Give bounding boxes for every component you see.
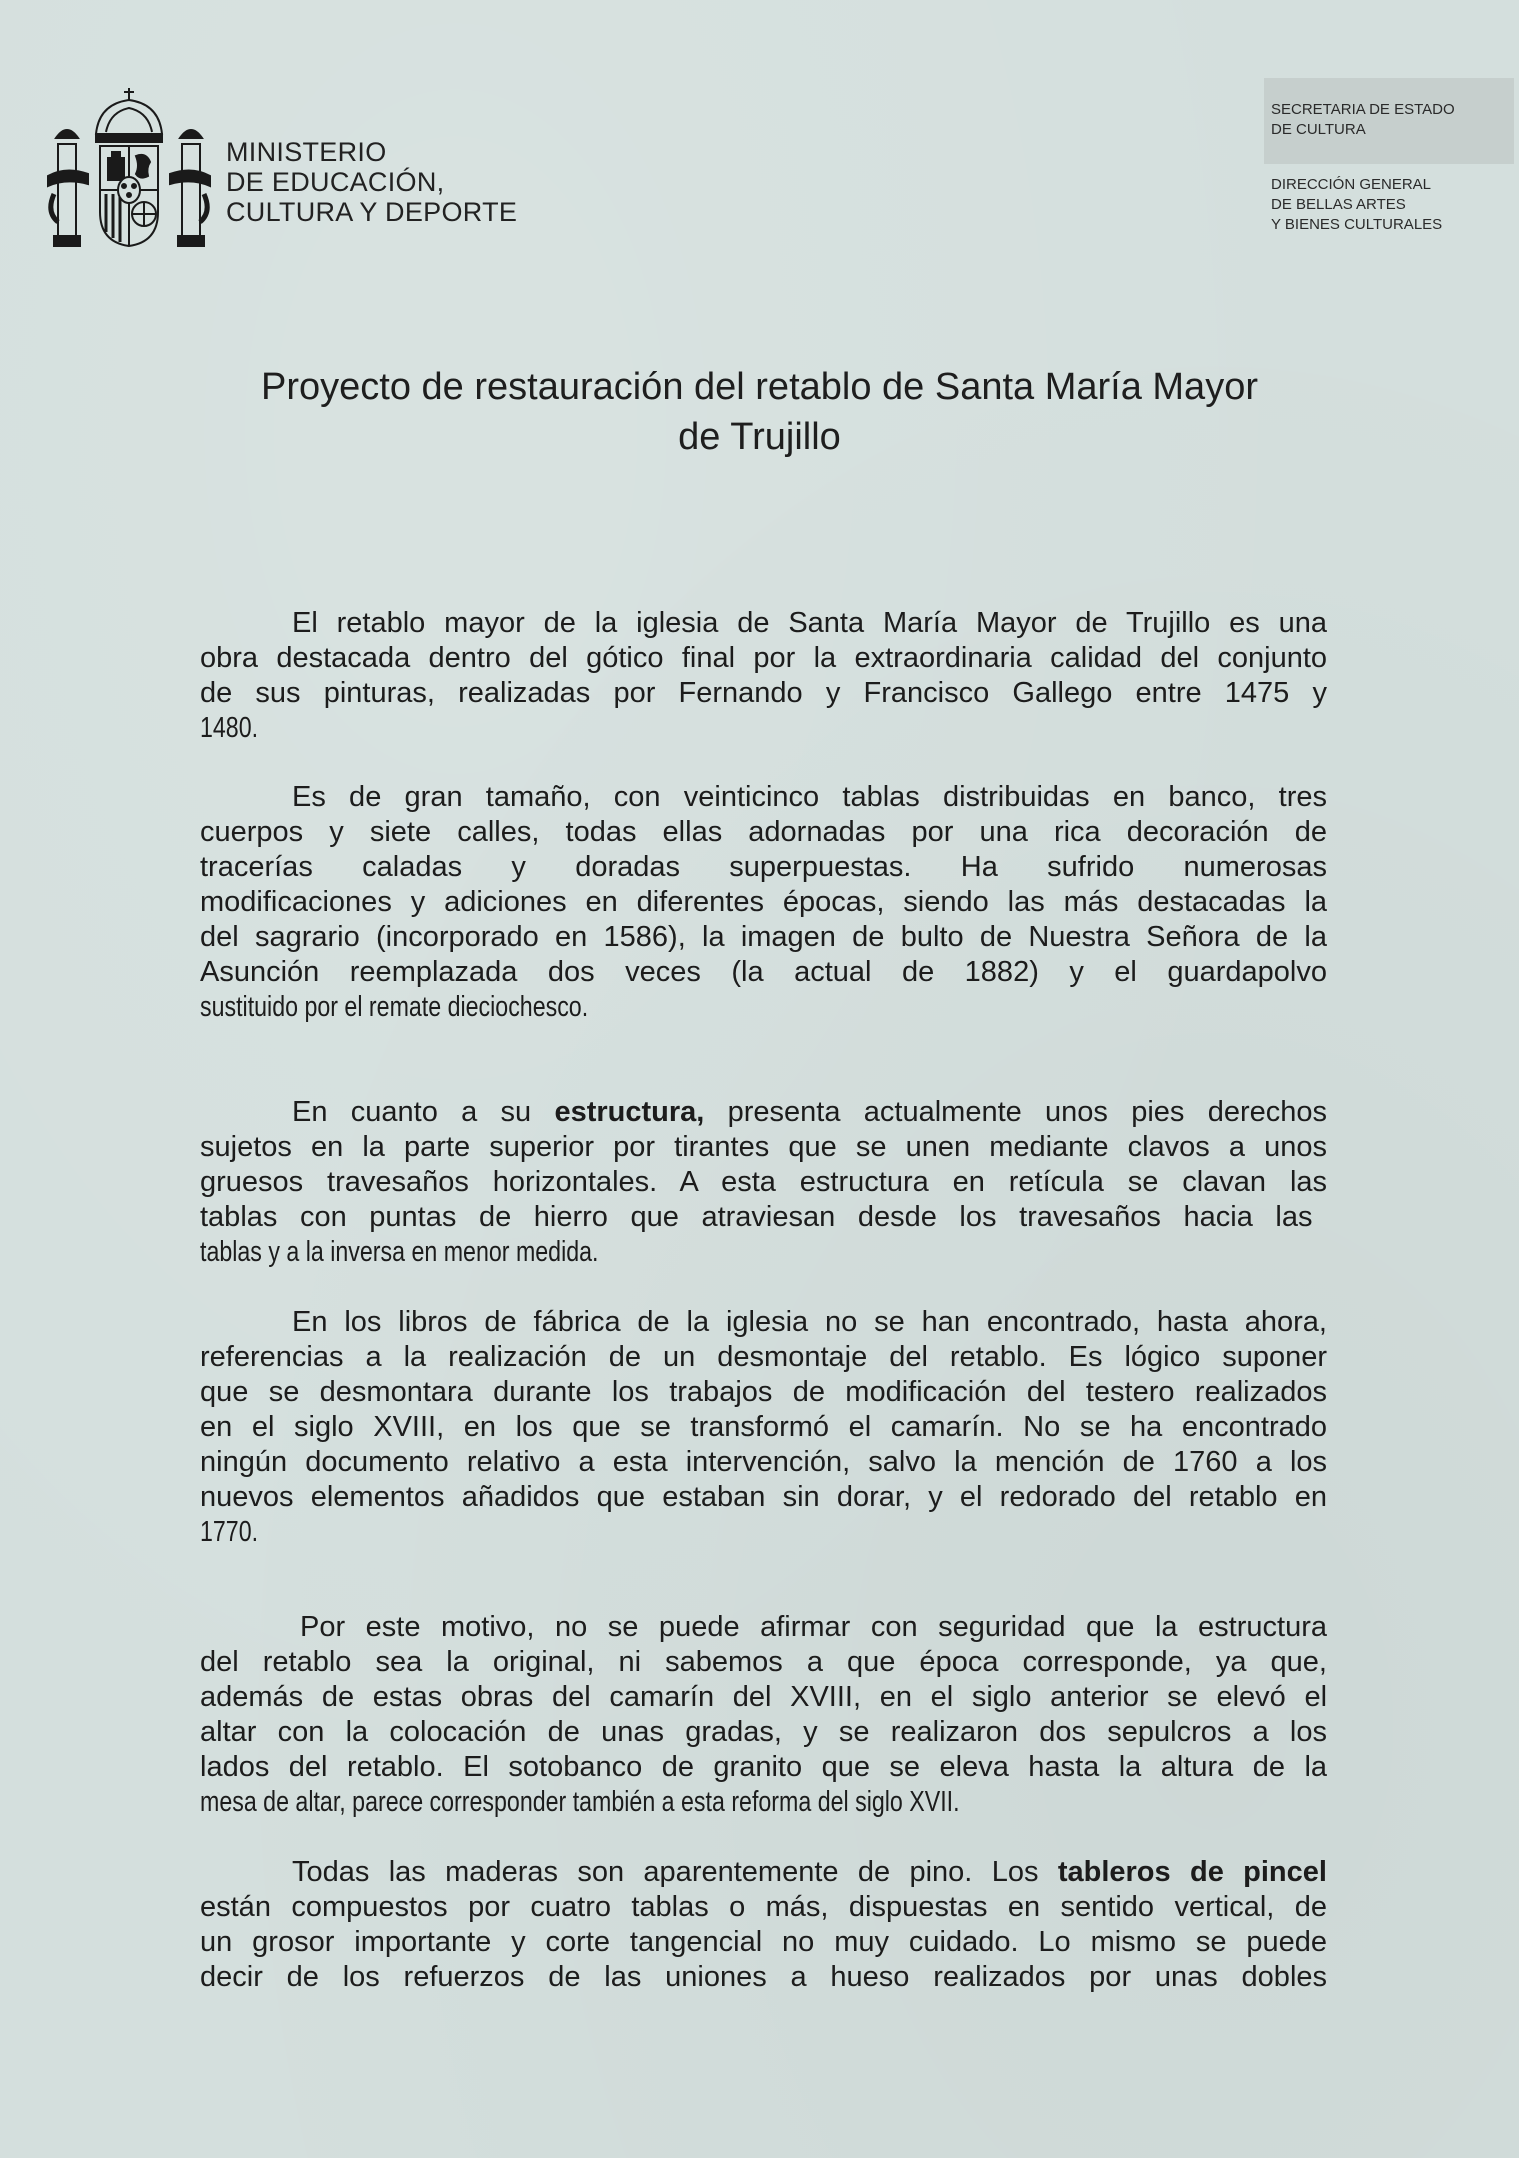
text-line [200, 1375, 1327, 1410]
paragraph [200, 1855, 1327, 1995]
secretaria-line: DE CULTURA [1271, 121, 1366, 138]
text-span: obra destacada dentro del gótico final por la extraordinaria calidad del conjunto [200, 642, 1328, 674]
text-line [200, 1480, 1327, 1515]
text-span: lados del retablo. El sotobanco de granito que se eleva hasta la altura de la [200, 1751, 1328, 1783]
text-span: altar con la colocación de unas gradas, y se realizaron dos sepulcros a los [200, 1716, 1328, 1748]
text-span: Asunción reemplazada dos veces (la actual de 1882) y el guardapolvo [200, 956, 1327, 988]
text-line [200, 1715, 1327, 1750]
text-line [200, 711, 1327, 746]
text-span: presenta actualmente unos pies derechos [704, 1096, 1328, 1128]
paragraph [200, 1610, 1327, 1820]
text-span: un grosor importante y corte tangencial no muy cuidado. Lo mismo se puede [200, 1926, 1328, 1958]
text-line [200, 1200, 1327, 1235]
text-span: que se desmontara durante los trabajos de modificación del testero realizados [200, 1376, 1328, 1408]
text-line [200, 676, 1327, 711]
direccion-line: Y BIENES CULTURALES [1271, 216, 1443, 233]
text-line [200, 1515, 1327, 1550]
text-line [200, 1410, 1327, 1445]
text-line [200, 1165, 1327, 1200]
text-line [200, 1750, 1327, 1785]
text-line [200, 1235, 1327, 1270]
text-span: están compuestos por cuatro tablas o más, dispuestas en sentido vertical, de [200, 1891, 1328, 1923]
text-line [200, 1095, 1327, 1130]
bold-term: estructura, [554, 1096, 705, 1128]
text-span: sujetos en la parte superior por tirantes que se unen mediante clavos a unos [200, 1131, 1328, 1163]
paragraph [200, 780, 1327, 1025]
text-span: además de estas obras del camarín del XVIII, en el siglo anterior se elevó el [200, 1681, 1328, 1713]
direccion-line: DIRECCIÓN GENERAL [1271, 176, 1432, 193]
direccion-line: DE BELLAS ARTES [1271, 196, 1406, 213]
direccion-general-label [1271, 175, 1442, 235]
ministry-line: MINISTERIO [226, 137, 387, 167]
text-span: mesa de altar, parece corresponder también a esta reforma del siglo XVII. [200, 1786, 960, 1818]
text-span: cuerpos y siete calles, todas ellas adornadas por una rica decoración de [200, 816, 1327, 848]
text-span: ningún documento relativo a esta intervención, salvo la mención de 1760 a los [200, 1446, 1328, 1478]
title-line: de Trujillo [678, 416, 841, 458]
text-span: referencias a la realización de un desmontaje del retablo. Es lógico suponer [200, 1341, 1328, 1373]
text-line [200, 1610, 1327, 1645]
paragraph [200, 1095, 1327, 1270]
bold-term: tableros de pincel [1057, 1856, 1327, 1888]
text-span: del retablo sea la original, ni sabemos a que época corresponde, ya que, [200, 1646, 1327, 1678]
text-line [200, 990, 1327, 1025]
text-line [200, 1305, 1327, 1340]
text-span: tablas y a la inversa en menor medida. [200, 1236, 599, 1268]
text-line [200, 920, 1327, 955]
text-span: El retablo mayor de la iglesia de Santa María Mayor de Trujillo es una [292, 607, 1328, 639]
text-span: nuevos elementos añadidos que estaban sin dorar, y el redorado del retablo en [200, 1481, 1327, 1513]
text-span: en el siglo XVIII, en los que se transformó el camarín. No se ha encontrado [200, 1411, 1328, 1443]
ministry-line: DE EDUCACIÓN, [226, 167, 445, 197]
text-line [200, 1130, 1327, 1165]
text-line [200, 1445, 1327, 1480]
text-span: sustituido por el remate dieciochesco. [200, 991, 589, 1023]
text-line [200, 1645, 1327, 1680]
text-line [200, 955, 1327, 990]
text-span: tracerías caladas y doradas superpuestas. Ha sufrido numerosas [200, 851, 1327, 883]
text-line [200, 1960, 1327, 1995]
text-line [200, 1340, 1327, 1375]
text-span: de sus pinturas, realizadas por Fernando y Francisco Gallego entre 1475 y [200, 677, 1327, 709]
document-title [100, 362, 1419, 462]
text-line [200, 815, 1327, 850]
text-line [200, 885, 1327, 920]
ministry-name [226, 137, 517, 227]
paragraph [200, 606, 1327, 746]
text-span: modificaciones y adiciones en diferentes épocas, siendo las más destacadas la [200, 886, 1328, 918]
text-span: Todas las maderas son aparentemente de pino. Los [292, 1856, 1058, 1888]
text-line [200, 1925, 1327, 1960]
text-line [200, 1855, 1327, 1890]
text-span: En cuanto a su [292, 1096, 555, 1128]
text-span: En los libros de fábrica de la iglesia no se han encontrado, hasta ahora, [292, 1306, 1327, 1338]
text-span: del sagrario (incorporado en 1586), la imagen de bulto de Nuestra Señora de la [200, 921, 1327, 953]
text-span: Es de gran tamaño, con veinticinco tablas distribuidas en banco, tres [292, 781, 1327, 813]
text-span: tablas con puntas de hierro que atraviesan desde los travesaños hacia las [200, 1201, 1313, 1233]
secretaria-label [1271, 100, 1455, 140]
text-span: Por este motivo, no se puede afirmar con seguridad que la estructura [300, 1611, 1327, 1643]
title-line: Proyecto de restauración del retablo de Santa María Mayor [261, 366, 1258, 408]
text-line [200, 606, 1327, 641]
coat-of-arms-logo [44, 82, 214, 257]
paragraph [200, 1305, 1327, 1550]
text-span: 1770. [200, 1516, 259, 1548]
ministry-line: CULTURA Y DEPORTE [226, 197, 518, 227]
text-line [200, 1890, 1327, 1925]
text-span: decir de los refuerzos de las uniones a hueso realizados por unas dobles [200, 1961, 1328, 1993]
text-span: 1480. [200, 712, 259, 744]
text-line [200, 1785, 1327, 1820]
text-line [200, 850, 1327, 885]
text-line [200, 641, 1327, 676]
text-line [200, 780, 1327, 815]
secretaria-line: SECRETARIA DE ESTADO [1271, 101, 1455, 118]
text-span: gruesos travesaños horizontales. A esta estructura en retícula se clavan las [200, 1166, 1328, 1198]
text-line [200, 1680, 1327, 1715]
